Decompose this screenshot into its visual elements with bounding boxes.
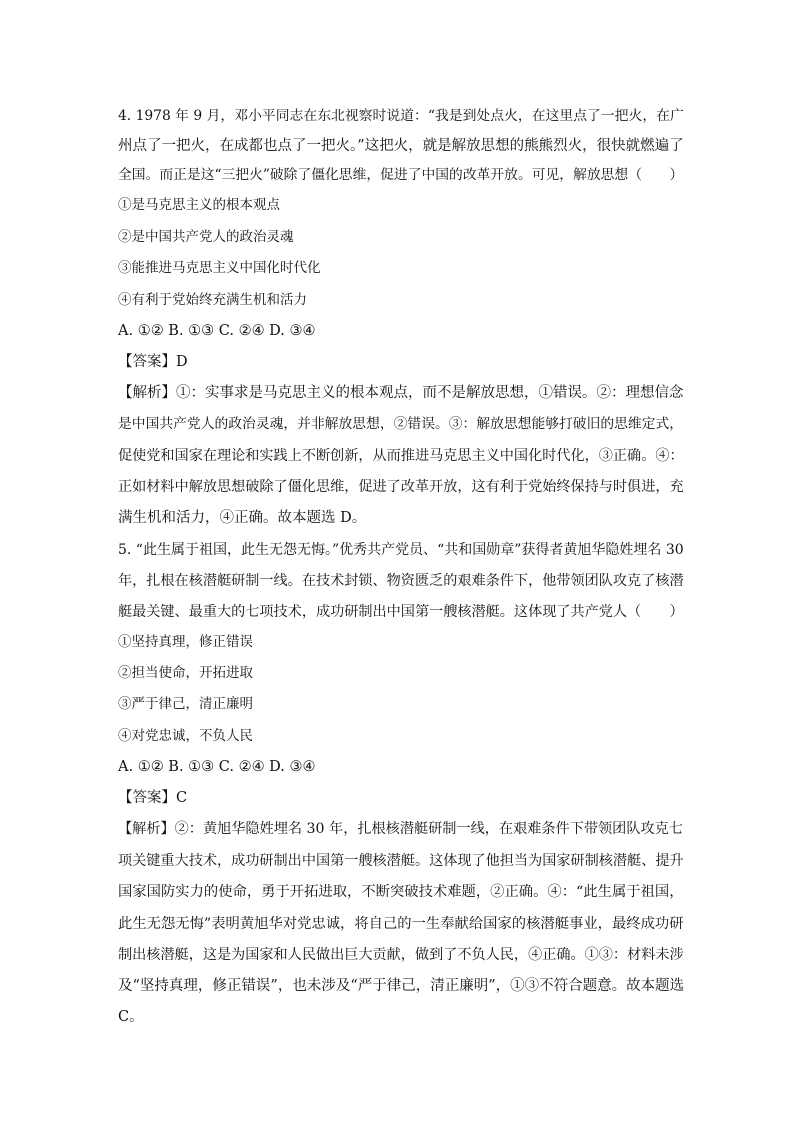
question-4-analysis-line-3: 促使党和国家在理论和实践上不断创新，从而推进马克思主义中国化时代化，③正确。④： (118, 448, 684, 464)
question-5-choices: A. ①② B. ①③ C. ②④ D. ③④ (118, 759, 316, 775)
question-4-option-2: ②是中国共产党人的政治灵魂 (118, 229, 294, 245)
question-5-option-3: ③严于律己，清正廉明 (118, 696, 253, 712)
question-5-answer: 【答案】C (118, 790, 188, 806)
question-5-analysis-line-5: 制出核潜艇，这是为国家和人民做出巨大贡献，做到了不负人民，④正确。①③：材料未涉 (118, 947, 684, 963)
question-4-analysis-line-4: 正如材料中解放思想破除了僵化思维，促进了改革开放，这有利于党始终保持与时俱进，充 (118, 479, 684, 495)
question-5-stem-line-2: 年，扎根在核潜艇研制一线。在技术封锁、物资匮乏的艰难条件下，他带领团队攻克了核潜 (118, 573, 684, 589)
question-5-analysis-line-1: 【解析】②：黄旭华隐姓埋名 30 年，扎根核潜艇研制一线，在艰难条件下带领团队攻克七 (118, 821, 683, 837)
question-5-option-4: ④对党忠诚，不负人民 (118, 728, 253, 744)
question-4-choices: A. ①② B. ①③ C. ②④ D. ③④ (118, 323, 316, 339)
question-4-stem-line-3: 全国。而正是这“三把火”破除了僵化思维，促进了中国的改革开放。可见，解放思想（ ） (118, 167, 684, 183)
question-4-analysis-line-2: 是中国共产党人的政治灵魂，并非解放思想，②错误。③：解放思想能够打破旧的思维定式， (118, 416, 684, 432)
question-5-analysis-line-2: 项关键重大技术，成功研制出中国第一艘核潜艇。这体现了他担当为国家研制核潜艇、提升 (118, 853, 684, 869)
question-4-analysis-line-5: 满生机和活力，④正确。故本题选 D。 (118, 510, 367, 526)
question-5-stem-line-3: 艇最关键、最重大的七项技术，成功研制出中国第一艘核潜艇。这体现了共产党人（ ） (118, 604, 684, 620)
question-5-analysis-line-3: 国家国防实力的使命，勇于开拓进取，不断突破技术难题，②正确。④：“此生属于祖国， (118, 884, 684, 900)
question-5-analysis-line-6: 及“坚持真理，修正错误”，也未涉及“严于律己，清正廉明”，①③不符合题意。故本题选 (118, 978, 685, 994)
question-5-stem-line-1: 5. “此生属于祖国，此生无怨无悔。”优秀共产党员、“共和国勋章”获得者黄旭华隐姓埋名 30 (118, 542, 684, 558)
question-4-stem-line-1: 4. 1978 年 9 月，邓小平同志在东北视察时说道：“我是到处点火，在这里点了一把火，在广 (118, 108, 684, 124)
question-4-stem-line-2: 州点了一把火，在成都也点了一把火。”这把火，就是解放思想的熊熊烈火，很快就燃遍了 (118, 138, 684, 154)
question-4-option-3: ③能推进马克思主义中国化时代化 (118, 260, 321, 276)
question-5-option-2: ②担当使命，开拓进取 (118, 665, 253, 681)
question-5-option-1: ①坚持真理，修正错误 (118, 634, 253, 650)
question-4-option-4: ④有利于党始终充满生机和活力 (118, 292, 307, 308)
question-5-analysis-line-7: C。 (118, 1009, 144, 1025)
question-4-answer: 【答案】D (118, 354, 188, 370)
question-4-analysis-line-1: 【解析】①：实事求是马克思主义的根本观点，而不是解放思想，①错误。②：理想信念 (118, 385, 684, 401)
question-5-analysis-line-4: 此生无怨无悔”表明黄旭华对党忠诚，将自己的一生奉献给国家的核潜艇事业，最终成功研 (118, 916, 684, 932)
question-4-option-1: ①是马克思主义的根本观点 (118, 197, 280, 213)
